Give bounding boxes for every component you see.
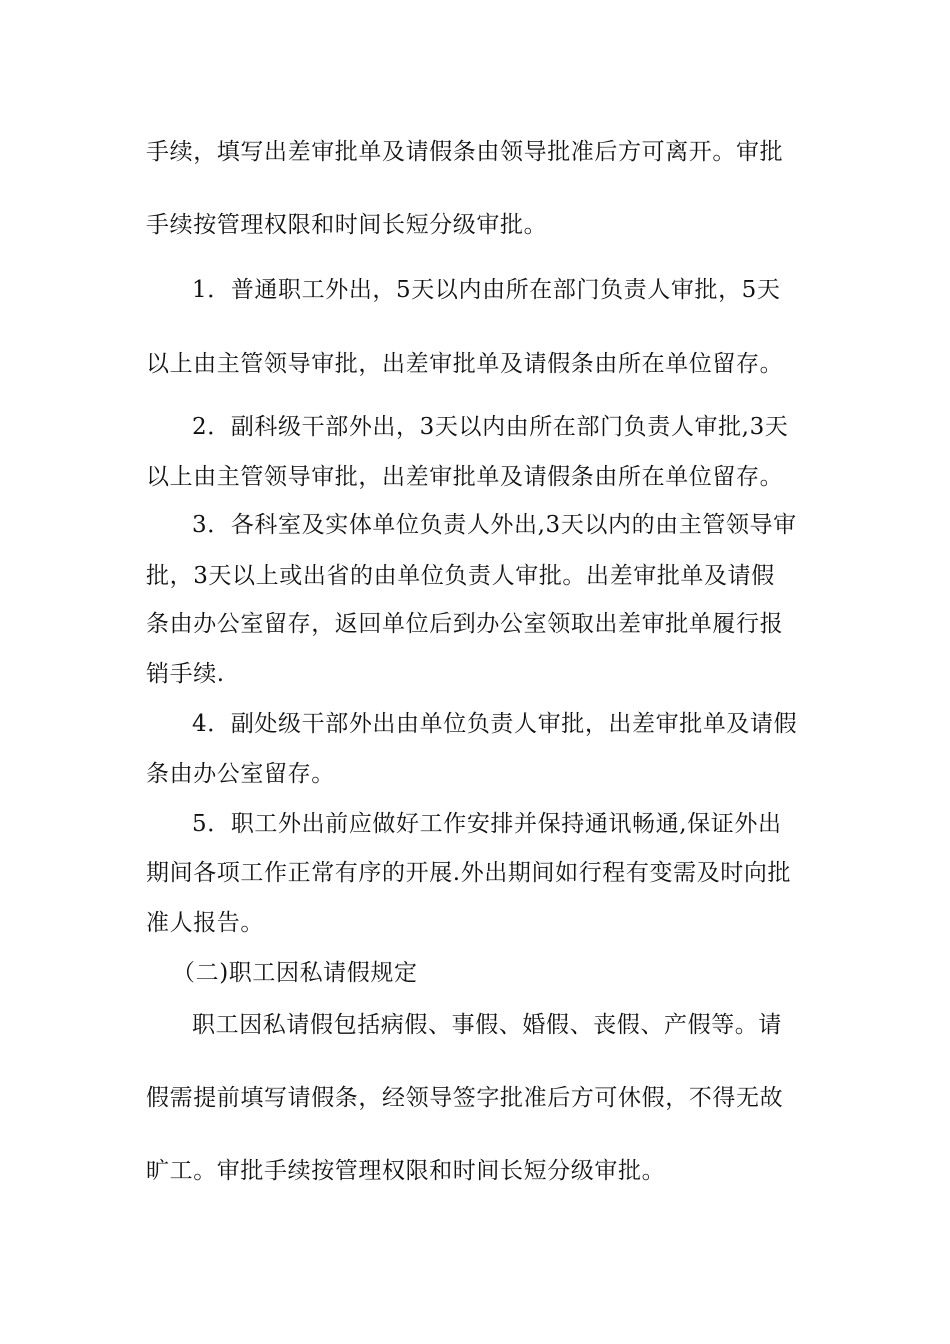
text-line-17: 职工因私请假包括病假、事假、婚假、丧假、产假等。请 [192, 1012, 782, 1038]
text-line-18: 假需提前填写请假条，经领导签字批准后方可休假，不得无故 [146, 1085, 784, 1111]
text-line-12: 条由办公室留存。 [146, 761, 335, 787]
text-line-10: 销手续. [146, 661, 225, 687]
text-line-11: 4．副处级干部外出由单位负责人审批，出差审批单及请假 [192, 711, 798, 737]
text-line-14: 期间各项工作正常有序的开展.外出期间如行程有变需及时向批 [146, 860, 792, 886]
text-line-2: 手续按管理权限和时间长短分级审批。 [146, 212, 548, 238]
text-line-8: 批，3天以上或出省的由单位负责人审批。出差审批单及请假 [146, 563, 775, 589]
text-line-1: 手续，填写出差审批单及请假条由领导批准后方可离开。审批 [146, 139, 784, 165]
text-line-9: 条由办公室留存，返回单位后到办公室领取出差审批单履行报 [146, 611, 784, 637]
text-line-5: 2．副科级干部外出，3天以内由所在部门负责人审批,3天 [192, 414, 789, 440]
text-line-3: 1．普通职工外出，5天以内由所在部门负责人审批，5天 [192, 277, 781, 303]
section-heading: （二)职工因私请假规定 [172, 960, 418, 986]
text-line-6: 以上由主管领导审批，出差审批单及请假条由所在单位留存。 [146, 464, 784, 490]
text-line-19: 旷工。审批手续按管理权限和时间长短分级审批。 [146, 1158, 666, 1184]
text-line-7: 3．各科室及实体单位负责人外出,3天以内的由主管领导审 [192, 512, 797, 538]
text-line-4: 以上由主管领导审批，出差审批单及请假条由所在单位留存。 [146, 351, 784, 377]
text-line-13: 5．职工外出前应做好工作安排并保持通讯畅通,保证外出 [192, 811, 782, 837]
text-line-15: 准人报告。 [146, 910, 264, 936]
